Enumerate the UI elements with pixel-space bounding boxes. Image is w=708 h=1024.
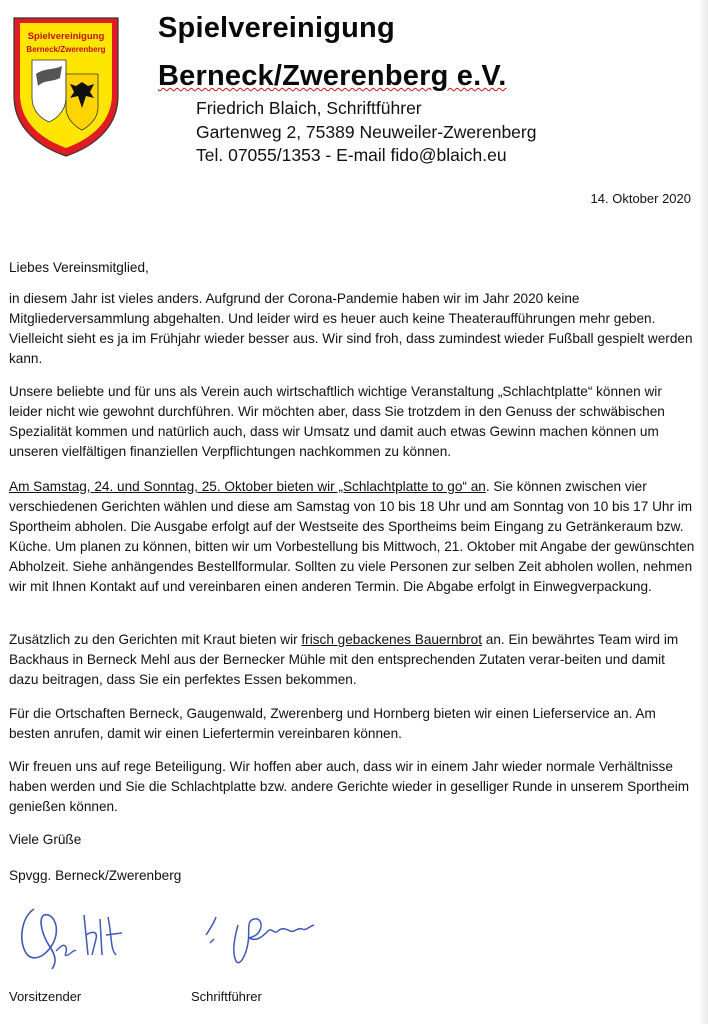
paragraph-2 xyxy=(9,382,697,462)
paragraph-4-start: Zusätzlich zu den Gerichten mit Kraut bieten wir xyxy=(9,632,302,647)
paragraph-5 xyxy=(9,704,697,744)
page-edge-shadow xyxy=(698,0,708,1024)
paragraph-3-text: . Sie können zwischen vier verschiedenen Gerichten wählen und diese am Samstag von 10 bis 18 Uhr und am Sonntag von 10 bis 17 Uhr im Sportheim abholen. Die Ausgabe erfolgt auf der Westseite des Sportheims beim Eingang zu Getränkeraum bzw. Küche. Um planen zu können, bitten wir um Vorbestellung bis Mittwoch, 21. Oktober mit Angabe der gewünschten Abholzeit. Siehe anhängendes Bestellformular. Sollten zu viele Personen zur selben Zeit abholen wollen, nehmen wir mit Ihnen Kontakt auf und vereinbaren einen anderen Termin. Die Abgabe erfolgt in Einwegverpackung. xyxy=(9,479,695,594)
club-name-line-2 xyxy=(158,60,506,93)
paragraph-6-text: Wir freuen uns auf rege Beteiligung. Wir hoffen aber auch, dass wir in einem Jahr wieder normale Verhältnisse haben werden und Sie die Schlachtplatte bzw. andere Gerichte wieder in geselliger Runde in unserem Sportheim genießen können. xyxy=(9,759,690,814)
letter-date: 14. Oktober 2020 xyxy=(590,191,691,206)
sender-address: Gartenweg 2, 75389 Neuweiler-Zwerenberg xyxy=(196,122,537,142)
svg-text:Berneck/Zwerenberg: Berneck/Zwerenberg xyxy=(26,45,106,54)
chairman-label: Vorsitzender xyxy=(9,989,82,1004)
paragraph-2-text: Unsere beliebte und für uns als Verein auch wirtschaftlich wichtige Veranstaltung „Schlachtplatte“ können wir leider nicht wie gewohnt durchführen. Wir möchten aber, dass Sie trotzdem in den Genuss der schwäbischen Spezialität kommen und natürlich auch, dass wir Umsatz und damit auch etwas Gewinn machen können um unseren vielfältigen finanziellen Verpflichtungen nachkommen zu können. xyxy=(9,384,665,459)
svg-text:Spielvereinigung: Spielvereinigung xyxy=(27,31,105,42)
club-short-name-text: Spvgg. Berneck/Zwerenberg xyxy=(9,868,182,883)
secretary-label: Schriftführer xyxy=(191,989,262,1004)
paragraph-3 xyxy=(9,477,697,597)
chairman-signature xyxy=(12,895,132,977)
club-name-line-2-text: Berneck/Zwerenberg e.V. xyxy=(158,60,507,92)
club-crest-logo xyxy=(10,12,122,158)
paragraph-1-text: in diesem Jahr ist vieles anders. Aufgrund der Corona-Pandemie haben wir im Jahr 2020 keine Mitgliederversammlung abgehalten. Und leider wird es heuer auch keine Theateraufführungen mehr geben. Vielleicht sieht es ja im Frühjahr wieder besser aus. Wir sind froh, dass zumindest wieder Fußball gespielt werden kann. xyxy=(9,291,693,366)
paragraph-6 xyxy=(9,757,697,817)
paragraph-3-highlight: Am Samstag, 24. und Sonntag, 25. Oktober bieten wir „Schlachtplatte to go“ an xyxy=(9,479,486,494)
closing: Viele Grüße xyxy=(9,832,82,847)
paragraph-4-end: an. Ein bewährtes Team wird im Backhaus in Berneck Mehl aus der Bernecker Mühle mit den entsprechenden Zutaten verar-beiten und damit dazu beitragen, dass Sie ein perfektes Essen bekommen. xyxy=(9,632,679,687)
club-short-name xyxy=(9,866,697,886)
sender-contact: Tel. 07055/1353 - E-mail fido@blaich.eu xyxy=(196,145,507,165)
paragraph-4 xyxy=(9,630,697,690)
salutation: Liebes Vereinsmitglied, xyxy=(9,260,149,275)
paragraph-5-text: Für die Ortschaften Berneck, Gaugenwald, Zwerenberg und Hornberg bieten wir einen Lieferservice an. Am besten anrufen, damit wir einen Liefertermin vereinbaren können. xyxy=(9,706,656,741)
club-name-line-1: Spielvereinigung xyxy=(158,12,395,44)
paragraph-4-highlight: frisch gebackenes Bauernbrot xyxy=(301,632,483,647)
secretary-signature xyxy=(198,895,338,975)
paragraph-1 xyxy=(9,289,697,369)
sender-name: Friedrich Blaich, Schriftführer xyxy=(196,98,422,118)
